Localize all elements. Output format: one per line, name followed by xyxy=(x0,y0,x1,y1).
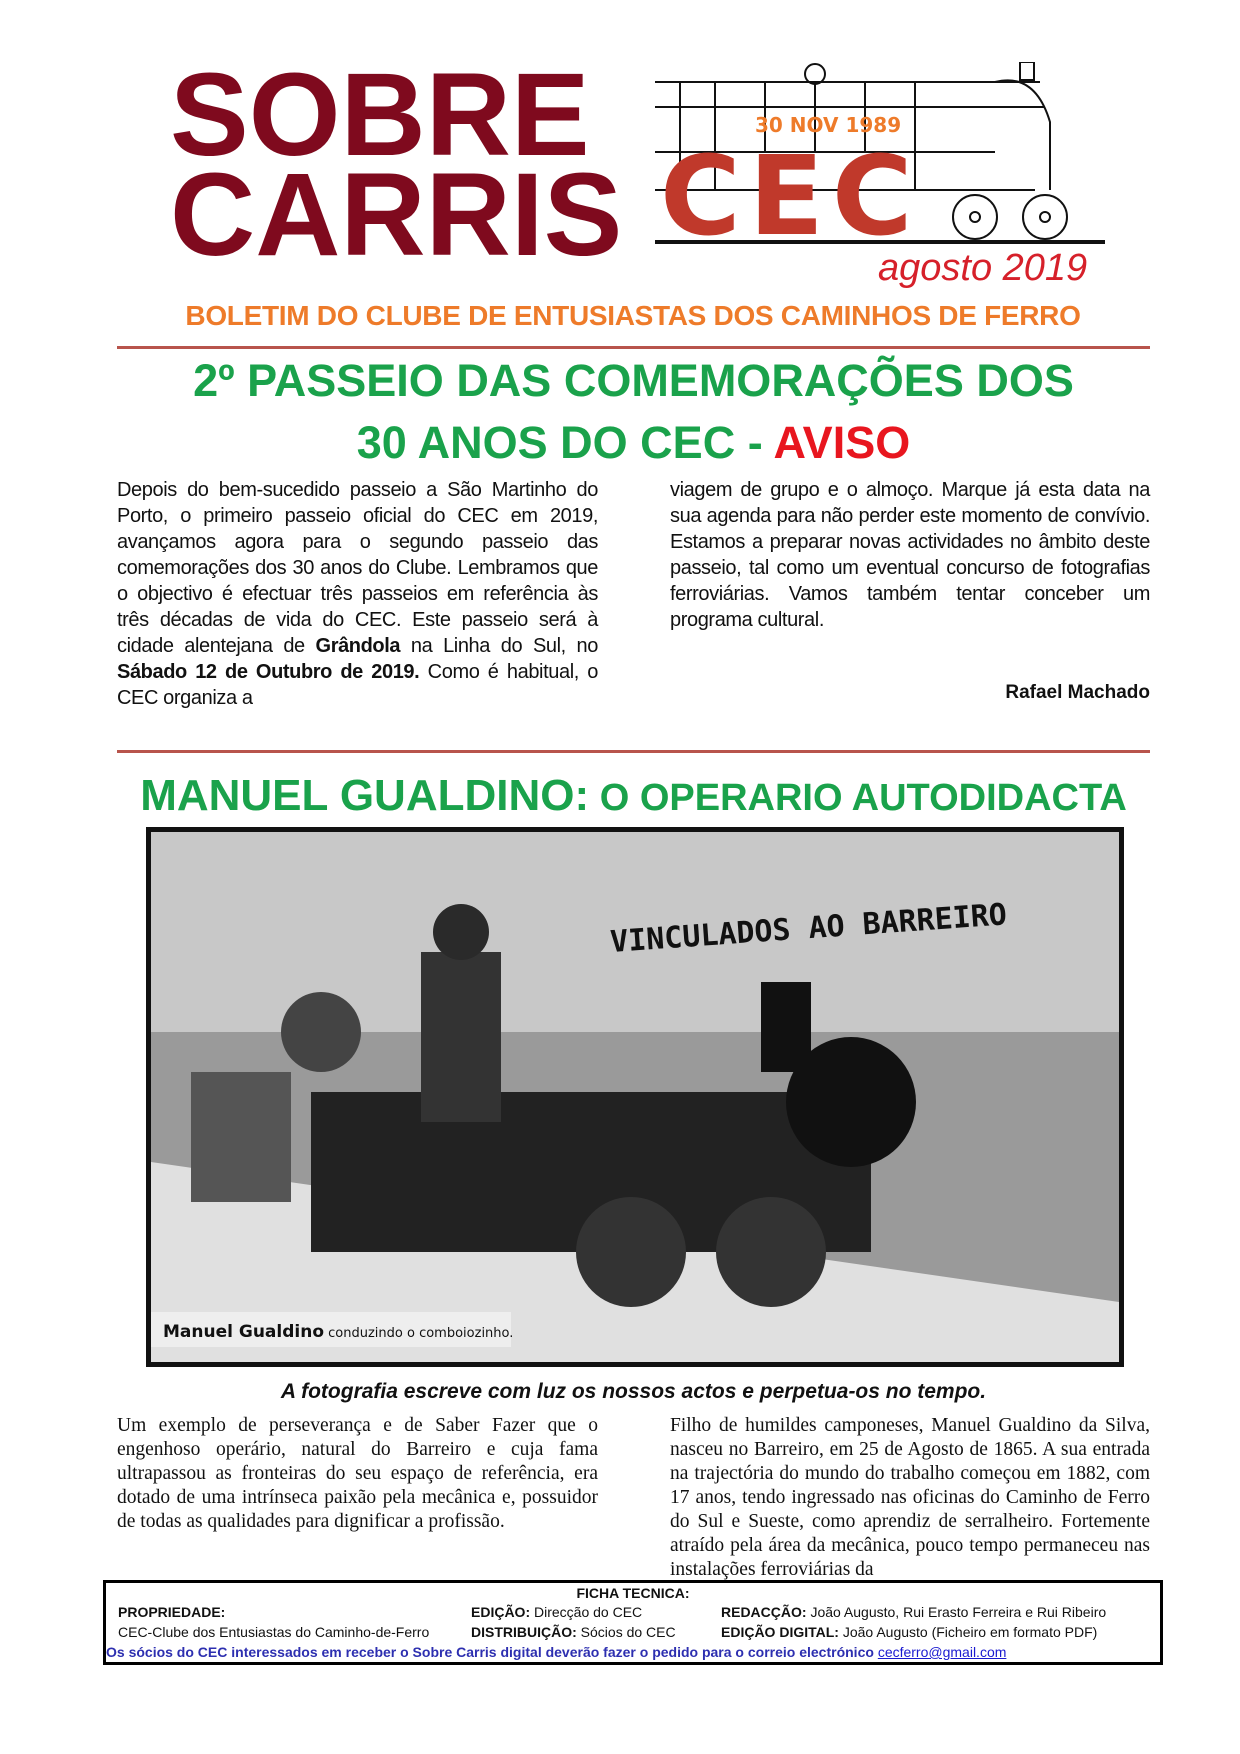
article1-title-line1: 2º PASSEIO DAS COMEMORAÇÕES DOS xyxy=(193,355,1074,406)
footer-heading: FICHA TECNICA: xyxy=(576,1585,690,1601)
bold-text: Sábado 12 de Outubro de 2019. xyxy=(117,661,420,683)
article1-author: Rafael Machado xyxy=(1005,682,1150,703)
title-sub: O OPERARIO AUTODIDACTA xyxy=(589,777,1127,819)
photo-caption-text: A fotografia escreve com luz os nossos actos e perpetua-os no tempo. xyxy=(280,1380,987,1403)
value: Sócios do CEC xyxy=(576,1624,676,1640)
ficha-tecnica xyxy=(103,1580,1163,1665)
label: DISTRIBUIÇÃO: xyxy=(471,1624,577,1640)
label: EDIÇÃO DIGITAL: xyxy=(721,1624,839,1640)
photo-caption: Manuel Gualdino conduzindo o comboiozinho. xyxy=(163,1322,514,1342)
title-highlight: AVISO xyxy=(773,416,911,468)
footer-edicao xyxy=(471,1604,642,1620)
title-main: MANUEL GUALDINO: xyxy=(140,771,590,820)
footer-edicao-digital xyxy=(721,1624,1097,1640)
historic-photo xyxy=(146,827,1124,1367)
footer-distribuicao xyxy=(471,1624,676,1640)
divider xyxy=(117,750,1150,753)
masthead-title-sobre: SOBRE xyxy=(170,49,590,181)
logo-cec: CEC xyxy=(660,132,921,252)
text: Depois do bem-sucedido passeio a São Martinho do Porto, o primeiro passeio oficial do CEC em 2019, avançamos agora para o segundo passeio das comemorações dos 30 anos do Clube. Lembramos que o objectivo é efectuar três passeios em referência às três décadas de vida do CEC. Este passeio será à cidade alentejana de xyxy=(117,479,598,657)
footer-propriedade-value: CEC-Clube dos Entusiastas do Caminho-de-Ferro xyxy=(118,1624,430,1640)
text: na Linha do Sul, no xyxy=(400,635,598,657)
logo-date: 30 NOV 1989 xyxy=(755,113,902,137)
article1-title xyxy=(117,356,1150,467)
issue-date: agosto 2019 xyxy=(878,247,1088,289)
masthead-title-carris: CARRIS xyxy=(170,149,623,281)
notice-text: Os sócios do CEC interessados em receber o Sobre Carris digital deverão fazer o pedido para o correio electrónico xyxy=(106,1644,878,1660)
title-text: 30 ANOS DO CEC - xyxy=(356,416,774,468)
divider xyxy=(117,346,1150,349)
email-link[interactable]: cecferro@gmail.com xyxy=(877,1644,1007,1660)
label: EDIÇÃO: xyxy=(471,1604,531,1620)
label: REDACÇÃO: xyxy=(721,1604,807,1620)
bold-text: Grândola xyxy=(315,635,401,657)
value: João Augusto, Rui Erasto Ferreira e Rui Ribeiro xyxy=(806,1604,1107,1620)
text: Como é habitual, o CEC organiza a xyxy=(117,661,598,709)
article2-title xyxy=(117,772,1150,820)
footer-redaccao xyxy=(721,1604,1106,1620)
locomotive-photo-icon xyxy=(151,832,1119,1362)
value: Direcção do CEC xyxy=(530,1604,643,1620)
article2-left-column: Um exemplo de perseverança e de Saber Fazer que o engenhoso operário, natural do Barreiro e cuja fama ultrapassou as fronteiras do seu espaço de referência, era dotado de uma intrínseca paixão pela mecânica e, possuidor de todas as qualidades para dignificar a profissão. xyxy=(117,1415,598,1532)
footer-notice xyxy=(106,1644,1006,1660)
article1-title-line2 xyxy=(117,418,1150,468)
value: João Augusto (Ficheiro em formato PDF) xyxy=(838,1624,1098,1640)
article2-right-column: Filho de humildes camponeses, Manuel Gualdino da Silva, nasceu no Barreiro, em 25 de Agosto de 1865. A sua entrada na trajectória do mundo do trabalho começou em 1882, com 17 anos, tendo ingressado nas oficinas do Caminho de Ferro do Sul e Sueste, como aprendiz de serralheiro. Fortemente atraído pela área da mecânica, pouco tempo permaneceu nas instalações ferroviárias da xyxy=(670,1415,1150,1580)
masthead-subtitle: BOLETIM DO CLUBE DE ENTUSIASTAS DOS CAMINHOS DE FERRO xyxy=(185,300,1081,331)
footer-propriedade-label: PROPRIEDADE: xyxy=(118,1604,226,1620)
article1-right-column: viagem de grupo e o almoço. Marque já esta data na sua agenda para não perder este momento de convívio. Estamos a preparar novas actividades no âmbito deste passeio, tal como um eventual concurso de fotografias ferroviárias. Vamos também tentar conceber um programa cultural. xyxy=(670,479,1150,631)
article1-left-column xyxy=(117,477,598,711)
photo-overlay: VINCULADOS AO BARREIRO xyxy=(609,897,1008,960)
locomotive-logo-icon xyxy=(655,62,1110,252)
